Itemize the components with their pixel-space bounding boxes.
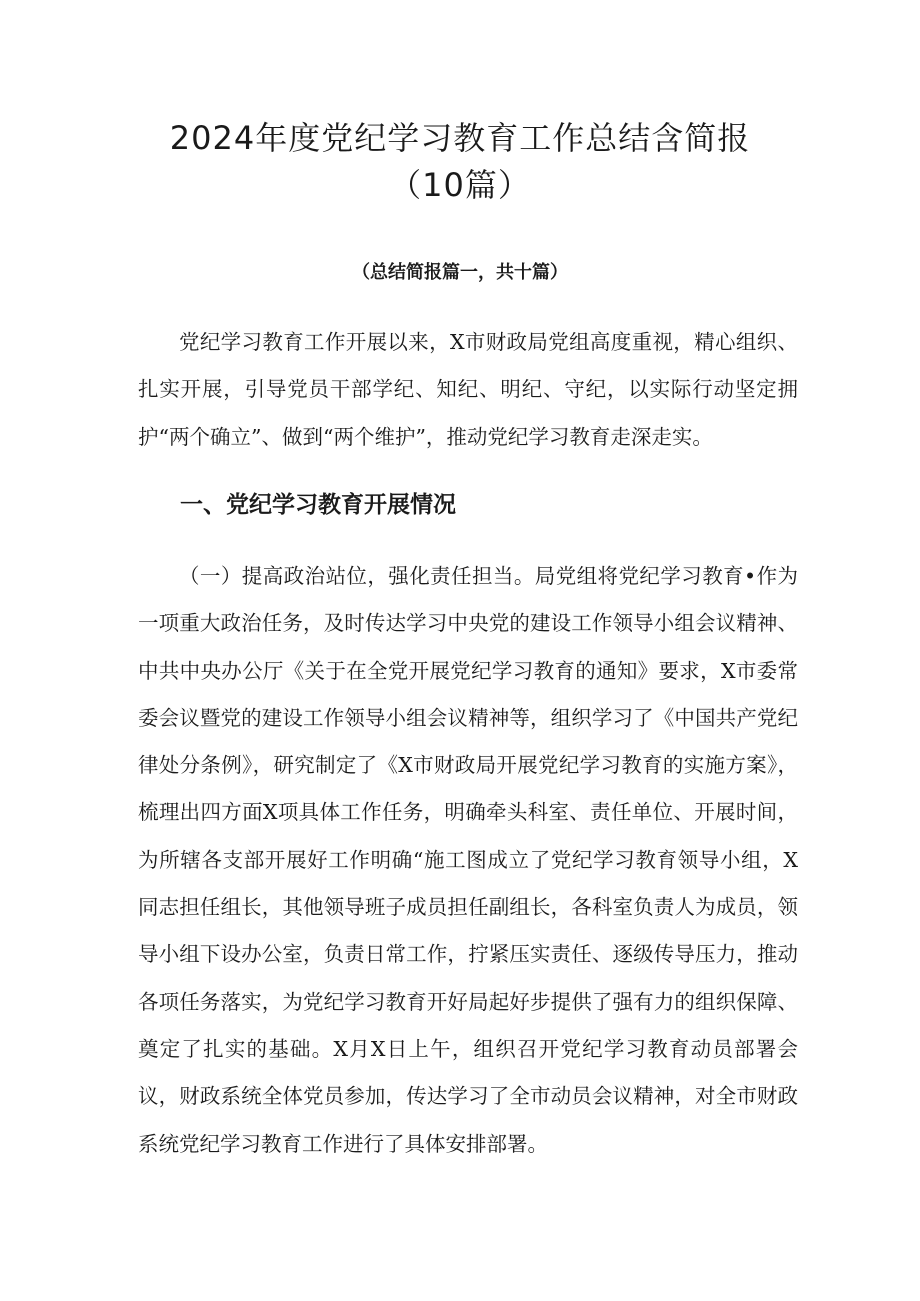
section-heading: 一、党纪学习教育开展情况	[180, 492, 456, 518]
body-paragraph: （一）提高政治站位，强化责任担当。局党组将党纪学习教育•作为一项重大政治任务，及时传达学习中央党的建设工作领导小组会议精神、中共中央办公厅《关于在全党开展党纪学习教育的通知》要求，X市委常委会议暨党的建设工作领导小组会议精神等，组织学习了《中国共产党纪律处分条例》，研究制定了《X市财政局开展党纪学习教育的实施方案》，梳理出四方面X项具体工作任务，明确牵头科室、责任单位、开展时间，为所辖各支部开展好工作明确“施工图成立了党纪学习教育领导小组，X同志担任组长，其他领导班子成员担任副组长，各科室负责人为成员，领导小组下设办公室，负责日常工作，拧紧压实责任、逐级传导压力，推动各项任务落实，为党纪学习教育开好局起好步提供了强有力的组织保障、奠定了扎实的基础。X月X日上午，组织召开党纪学习教育动员部署会议，财政系统全体党员参加，传达学习了全市动员会议精神，对全市财政系统党纪学习教育工作进行了具体安排部署。	[138, 564, 798, 1156]
document-title: 2024年度党纪学习教育工作总结含简报	[169, 119, 751, 157]
document-subtitle: （总结简报篇一，共十篇）	[352, 262, 568, 283]
document-title-count: （10篇）	[389, 166, 531, 204]
intro-paragraph: 党纪学习教育工作开展以来，X市财政局党组高度重视，精心组织、扎实开展，引导党员干部学纪、知纪、明纪、守纪，以实际行动坚定拥护“两个确立”、做到“两个维护”，推动党纪学习教育走深走实。	[138, 330, 798, 449]
